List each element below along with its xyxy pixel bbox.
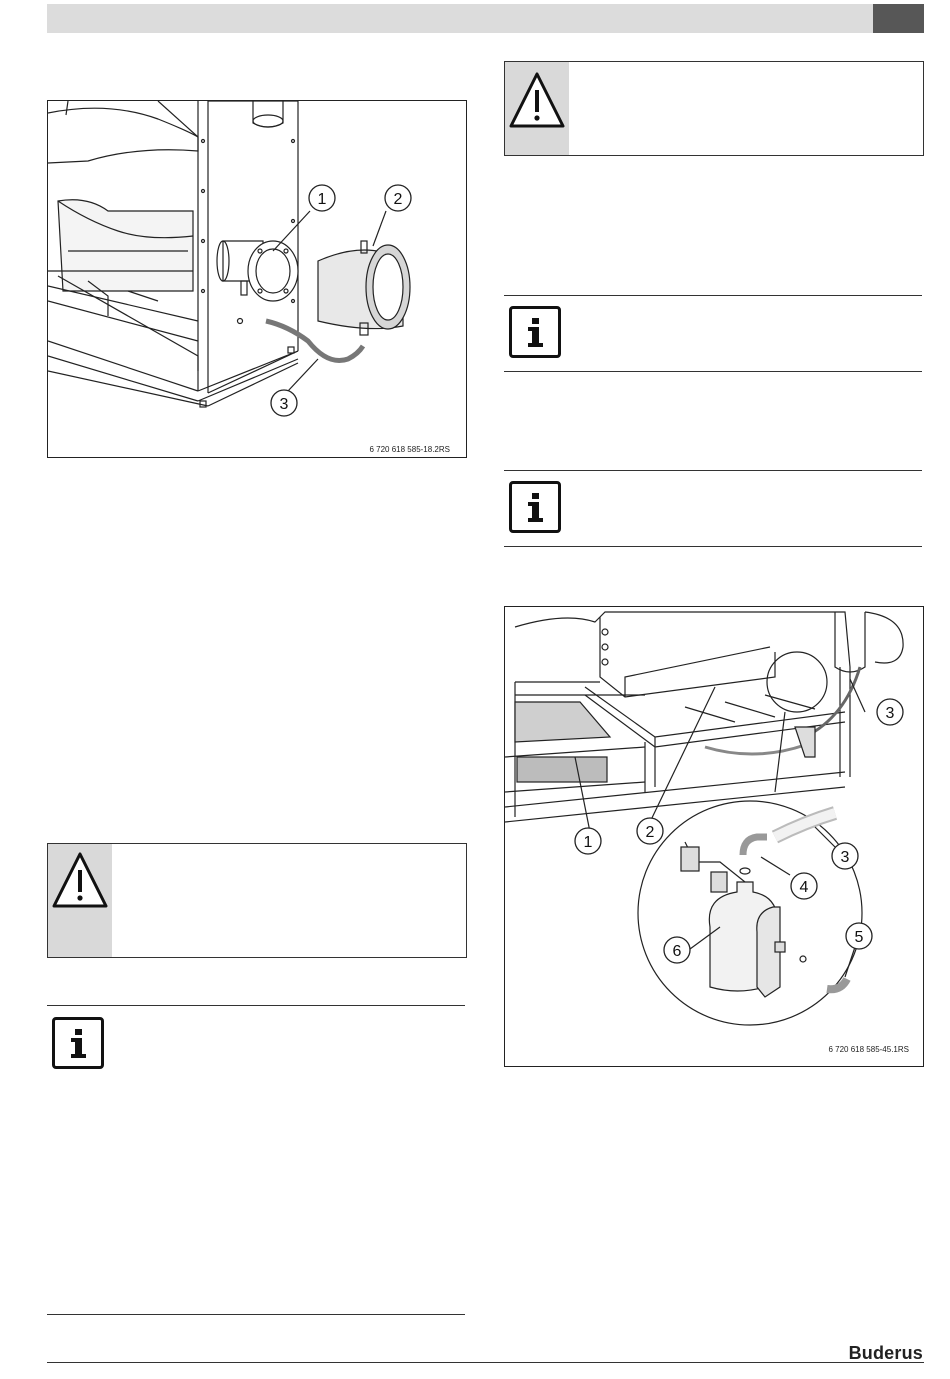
info-rule-bottom [504, 546, 922, 547]
info-icon [509, 481, 561, 533]
header-chapter-tab [873, 4, 924, 33]
figure-1 [47, 100, 467, 458]
info-rule-top [47, 1005, 465, 1006]
callout-3-label: 3 [279, 396, 289, 413]
header-bar [47, 4, 873, 33]
callout-1-label: 1 [317, 191, 327, 208]
warning-box [504, 61, 924, 156]
figure-2-code: 6 720 618 585-45.1RS [828, 1045, 909, 1054]
callout-5-label: 5 [854, 929, 864, 946]
callout-1-label: 1 [583, 834, 593, 851]
footer-rule [47, 1362, 924, 1363]
callout-3-label: 3 [885, 705, 895, 722]
callout-6-label: 6 [672, 943, 682, 960]
callout-2-label: 2 [645, 824, 655, 841]
info-rule-top [504, 295, 922, 296]
warning-triangle-icon [48, 844, 112, 944]
info-rule-top [504, 470, 922, 471]
info-rule-bottom [47, 1314, 465, 1315]
warning-box [47, 843, 467, 958]
warning-sidebar [48, 844, 112, 957]
brand-logo: Buderus [848, 1343, 923, 1363]
warning-triangle-icon [505, 62, 569, 155]
callout-2-label: 2 [393, 191, 403, 208]
figure-1-illustration [48, 101, 466, 457]
info-icon [52, 1017, 104, 1069]
warning-sidebar [505, 62, 569, 155]
figure-2 [504, 606, 924, 1067]
figure-1-code: 6 720 618 585-18.2RS [369, 445, 450, 454]
callout-3-detail-label: 3 [840, 849, 850, 866]
callout-4-label: 4 [799, 879, 809, 896]
info-rule-bottom [504, 371, 922, 372]
figure-2-illustration [505, 607, 923, 1066]
info-icon [509, 306, 561, 358]
